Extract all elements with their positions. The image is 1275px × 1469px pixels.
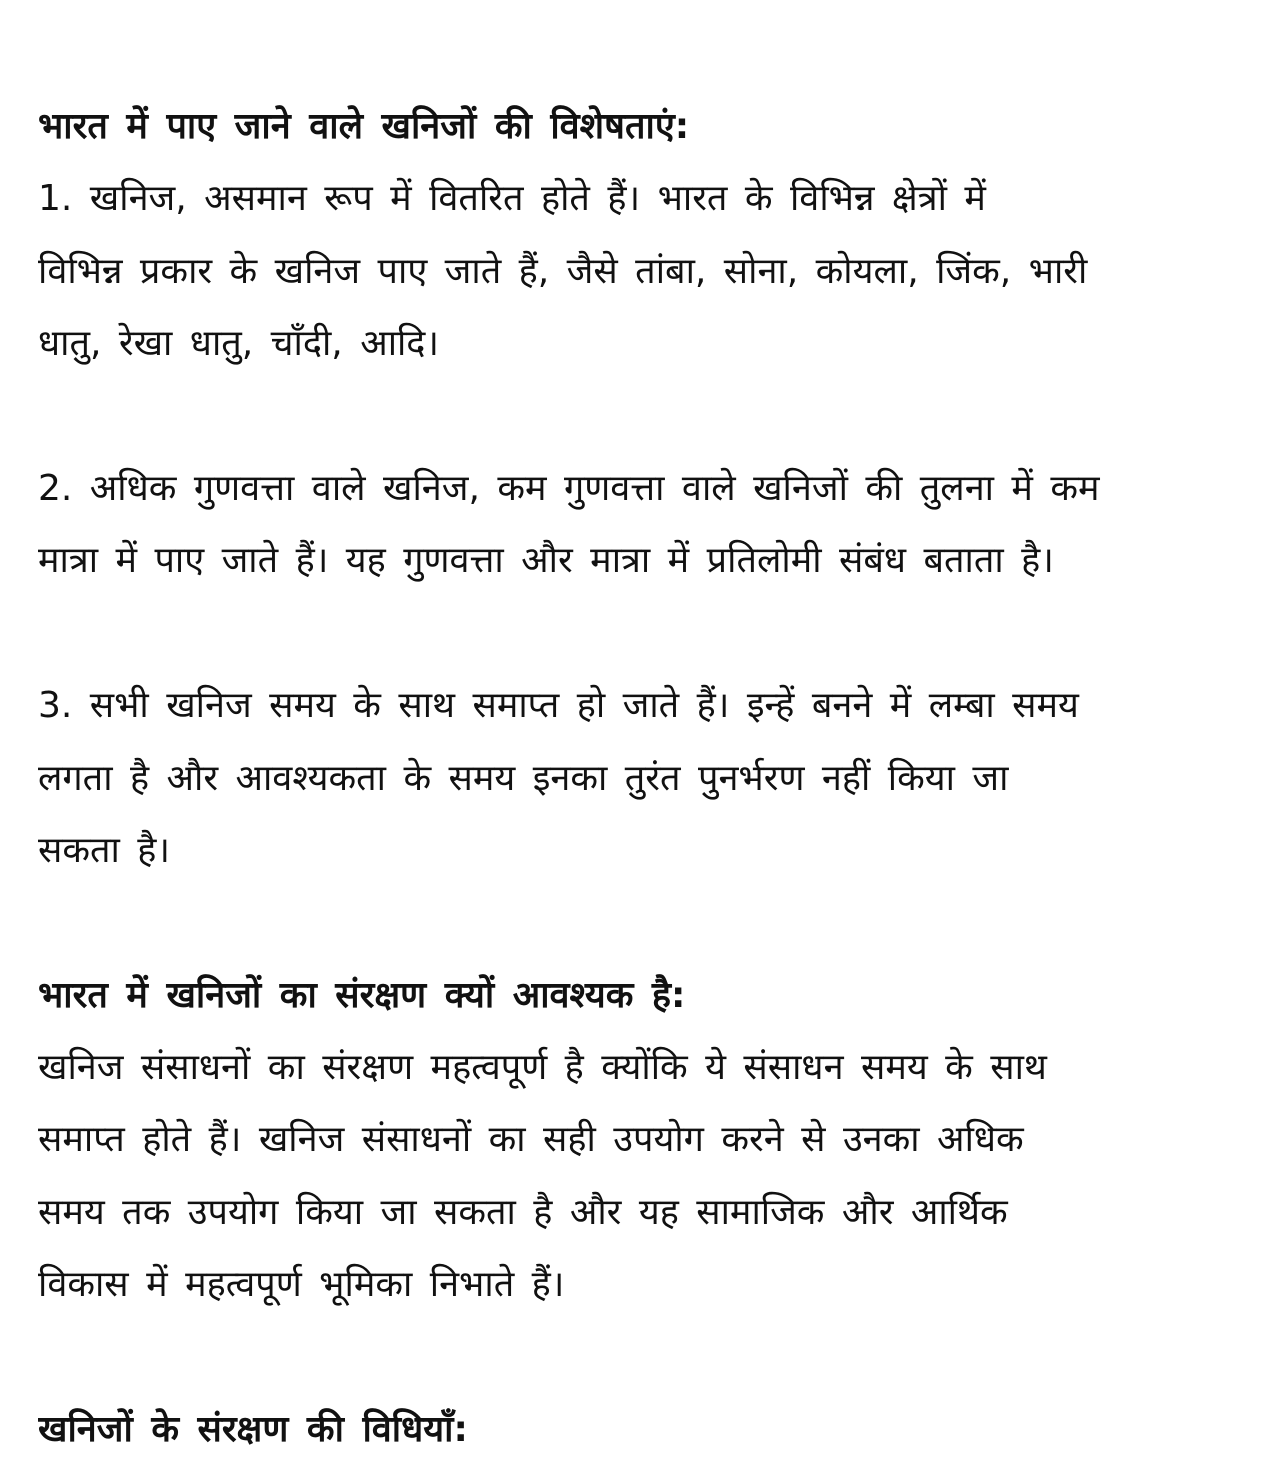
paragraph-spacer [0,1322,1275,1394]
paragraph-spacer [0,887,1275,959]
point-3-line-3: सकता है। [38,829,171,871]
point-1-line-3: धातु, रेखा धातु, चाँदी, आदि। [38,323,440,365]
conservation-para-line-4: विकास में महत्वपूर्ण भूमिका निभाते हैं। [38,1264,565,1306]
conservation-para-line-3: समय तक उपयोग किया जा सकता है और यह सामाजिक और आर्थिक [38,1191,1008,1233]
point-2-line-2: मात्रा में पाए जाते हैं। यह गुणवत्ता और मात्रा में प्रतिलोमी संबंध बताता है। [38,540,1054,582]
paragraph-spacer [0,381,1275,453]
conservation-para-line-1: खनिज संसाधनों का संरक्षण महत्वपूर्ण है क्योंकि ये संसाधन समय के साथ [38,1047,1047,1089]
section-heading-conservation-methods: खनिजों के संरक्षण की विधियाँ: [38,1409,468,1451]
conservation-para-line-2: समाप्त होते हैं। खनिज संसाधनों का सही उपयोग करने से उनका अधिक [38,1119,1024,1161]
paragraph-spacer [0,598,1275,670]
point-1-line-1: 1. खनिज, असमान रूप में वितरित होते हैं। भारत के विभिन्न क्षेत्रों में [38,178,986,220]
point-2-line-1: 2. अधिक गुणवत्ता वाले खनिज, कम गुणवत्ता वाले खनिजों की तुलना में कम [38,467,1100,509]
point-1-line-2: विभिन्न प्रकार के खनिज पाए जाते हैं, जैसे तांबा, सोना, कोयला, जिंक, भारी [38,250,1088,292]
section-heading-mineral-characteristics: भारत में पाए जाने वाले खनिजों की विशेषताएं: [38,106,690,147]
point-3-line-1: 3. सभी खनिज समय के साथ समाप्त हो जाते हैं। इन्हें बनने में लम्बा समय [38,685,1079,727]
point-3-line-2: लगता है और आवश्यकता के समय इनका तुरंत पुनर्भरण नहीं किया जा [38,757,1009,799]
section-heading-conservation-need: भारत में खनिजों का संरक्षण क्यों आवश्यक है: [38,974,686,1016]
